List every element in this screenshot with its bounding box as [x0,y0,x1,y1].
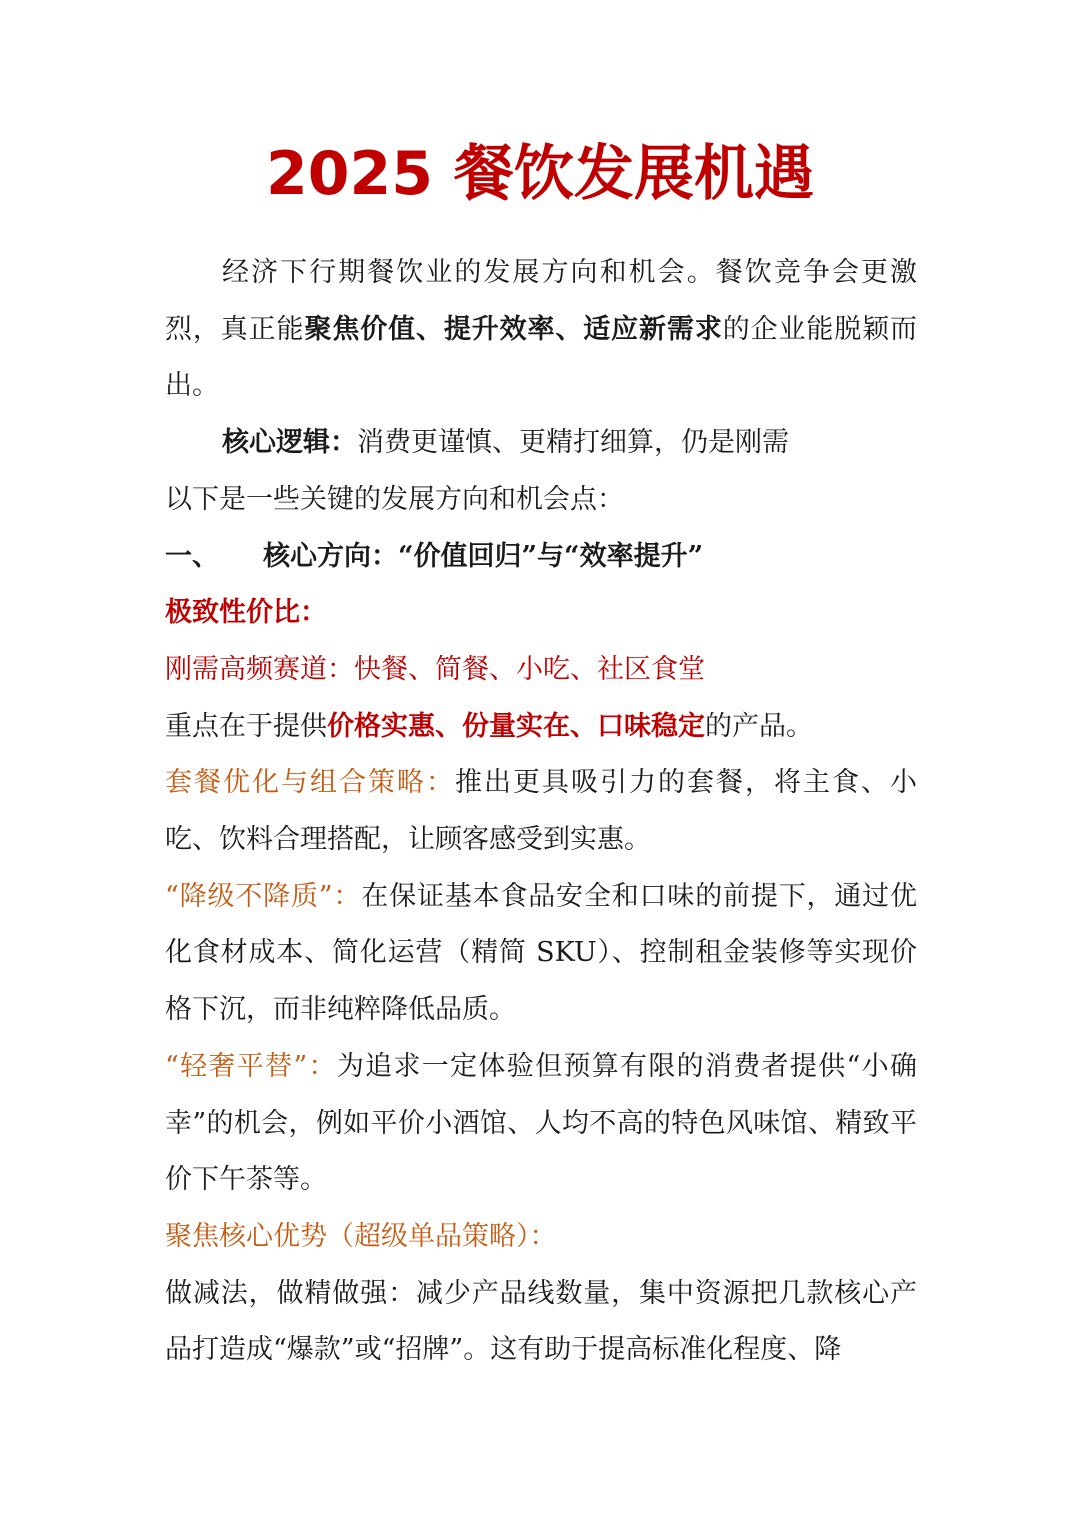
item-downgrade-quality [165,869,917,1039]
document-body [165,245,917,1379]
core-logic-label: 核心逻辑： [222,427,357,459]
focus-prefix: 重点在于提供 [165,710,327,742]
item-affordable-luxury [165,1039,917,1209]
intro-bold-text: 聚焦价值、提升效率、适应新需求 [304,313,723,345]
item-text: 推出更具吸引力的套餐，将主食、小吃、饮料合理搭配，让顾客感受到实惠。 [165,767,917,856]
section-1-title: 核心方向：“价值回归”与“效率提升” [263,540,704,572]
intro-text: 经济下行期餐饮业的发展方向和机会。餐饮竞争会更激烈，真正能 [165,257,917,345]
item-label: “降级不降质”： [165,880,362,912]
list-intro: 以下是一些关键的发展方向和机会点： [165,483,624,515]
item-label: “轻奢平替”： [165,1050,337,1082]
item-combo-strategy [165,755,917,868]
section-1-heading [165,529,917,586]
focus-suffix: 的产品。 [705,710,813,742]
core-logic-text: 消费更谨慎、更精打细算，仍是刚需 [357,427,789,459]
focus-highlight: 价格实惠、份量实在、口味稳定 [327,710,705,742]
item-label: 套餐优化与组合策略： [165,767,455,799]
document-title: 2025 餐饮发展机遇 [266,139,814,209]
item-text: 为追求一定体验但预算有限的消费者提供“小确幸”的机会，例如平价小酒馆、人均不高的特色风味馆、精致平价下午茶等。 [165,1050,918,1196]
item-text: 在保证基本食品安全和口味的前提下，通过优化食材成本、简化运营（精简 SKU）、控制租金装修等实现价格下沉，而非纯粹降低品质。 [165,880,918,1026]
core-logic-paragraph [165,415,917,472]
focus-line [165,699,917,756]
intro-suffix: 的企业能脱颖而出。 [165,313,918,402]
core-advantage-heading: 聚焦核心优势（超级单品策略）： [165,1220,557,1252]
intro-paragraph [165,245,917,415]
core-advantage-text: 做减法，做精做强：减少产品线数量，集中资源把几款核心产品打造成“爆款”或“招牌”。这有助于提高标准化程度、降 [165,1277,917,1366]
section-1-number: 一、 [165,540,219,572]
track-line: 刚需高频赛道：快餐、简餐、小吃、社区食堂 [165,653,705,685]
value-heading: 极致性价比： [165,597,327,629]
